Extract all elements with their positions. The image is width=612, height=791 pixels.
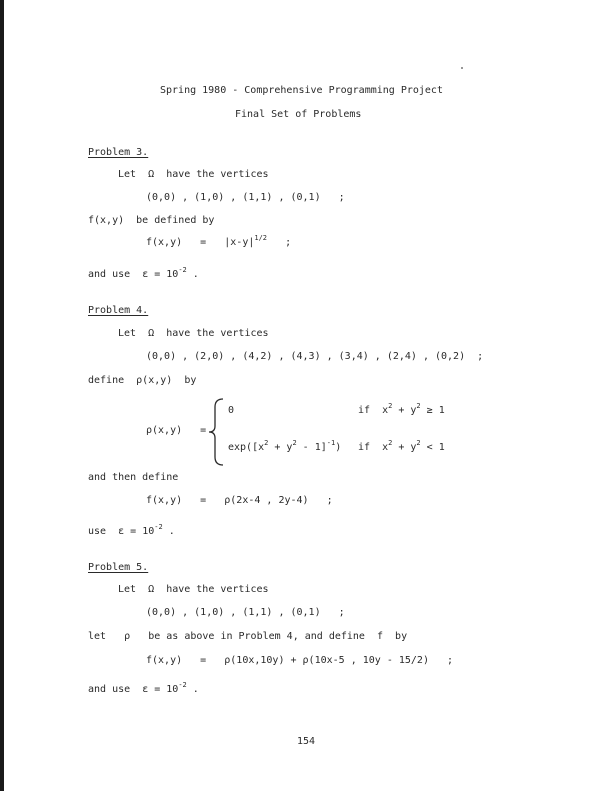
case-2-cond-tail: < 1 xyxy=(420,442,445,453)
case-1-cond-start: if x xyxy=(358,405,389,416)
epsilon-value: = 10 xyxy=(148,684,179,695)
epsilon-end: . xyxy=(162,526,175,537)
epsilon-symbol: ε xyxy=(142,684,149,695)
problem-3-let-line xyxy=(118,170,269,180)
problem-4-vertices: (0,0) , (2,0) , (4,2) , (4,3) , (3,4) , (2,4) , (0,2) ; xyxy=(146,351,484,362)
epsilon-symbol: ε xyxy=(142,269,149,280)
problem-4-and-then-define: and then define xyxy=(88,472,179,483)
and-use-text: and use xyxy=(88,684,143,695)
epsilon-exponent: -2 xyxy=(178,266,187,274)
case-1-condition: if $x^2 + y^2 \ge 1$ xyxy=(358,402,445,416)
have-vertices-text: have the vertices xyxy=(166,169,269,180)
page-title: Spring 1980 - Comprehensive Programming Project xyxy=(160,85,443,96)
scan-edge xyxy=(0,0,4,791)
have-vertices-text: have the vertices xyxy=(166,328,269,339)
f-formula-lhs: f(x,y) = |x-y| xyxy=(146,237,255,248)
epsilon-end: . xyxy=(186,684,199,695)
epsilon-end: . xyxy=(186,269,199,280)
case-1-cond-tail: ≥ 1 xyxy=(420,405,445,416)
problem-3-f-defined-by: f(x,y) be defined by xyxy=(88,215,215,226)
page-number: 154 xyxy=(296,736,316,747)
case-1-value: 0 xyxy=(228,405,235,416)
rho-definition-lhs: ρ(x,y) = xyxy=(146,425,207,436)
omega-symbol: Ω xyxy=(148,584,155,595)
problem-5-vertices: (0,0) , (1,0) , (1,1) , (0,1) ; xyxy=(146,607,345,618)
problem-4-define-rho: define ρ(x,y) by xyxy=(88,375,197,386)
problem-3-f-formula xyxy=(146,234,292,248)
problem-3-epsilon xyxy=(88,266,199,280)
f-formula-exponent: 1/2 xyxy=(254,234,268,242)
case-2-value: $\exp([x^2 + y^2 - 1]^{-1})$ xyxy=(228,439,342,453)
problem-4-let-line xyxy=(118,329,269,339)
use-text: use xyxy=(88,526,119,537)
have-vertices-text: have the vertices xyxy=(166,584,269,595)
left-brace xyxy=(208,398,226,466)
problem-4-epsilon xyxy=(88,523,175,537)
problem-5-let-line xyxy=(118,585,269,595)
page-subtitle: Final Set of Problems xyxy=(235,109,362,120)
f-formula-end: ; xyxy=(267,237,292,248)
problem-3-heading: Problem 3. xyxy=(88,147,149,158)
let-word: Let xyxy=(118,328,137,339)
let-word: Let xyxy=(118,584,137,595)
epsilon-exponent: -2 xyxy=(154,523,163,531)
problem-4-heading: Problem 4. xyxy=(88,305,149,316)
let-word: Let xyxy=(118,169,137,180)
problem-5-heading: Problem 5. xyxy=(88,562,149,573)
case-2-value-start: exp([x xyxy=(228,442,265,453)
problem-5-f-formula: f(x,y) = ρ(10x,10y) + ρ(10x-5 , 10y - 15/2) ; xyxy=(146,655,454,666)
omega-symbol: Ω xyxy=(148,328,155,339)
problem-4-f-formula: f(x,y) = ρ(2x-4 , 2y-4) ; xyxy=(146,495,333,506)
problem-5-epsilon xyxy=(88,681,199,695)
scan-speck xyxy=(461,67,463,69)
epsilon-symbol: ε xyxy=(118,526,125,537)
and-use-text: and use xyxy=(88,269,143,280)
case-2-cond-start: if x xyxy=(358,442,389,453)
epsilon-value: = 10 xyxy=(148,269,179,280)
case-2-condition: if $x^2 + y^2 < 1$ xyxy=(358,439,445,453)
omega-symbol: Ω xyxy=(148,169,155,180)
problem-3-vertices: (0,0) , (1,0) , (1,1) , (0,1) ; xyxy=(146,192,345,203)
epsilon-value: = 10 xyxy=(124,526,155,537)
problem-5-let-rho: let ρ be as above in Problem 4, and define f by xyxy=(88,631,408,642)
epsilon-exponent: -2 xyxy=(178,681,187,689)
